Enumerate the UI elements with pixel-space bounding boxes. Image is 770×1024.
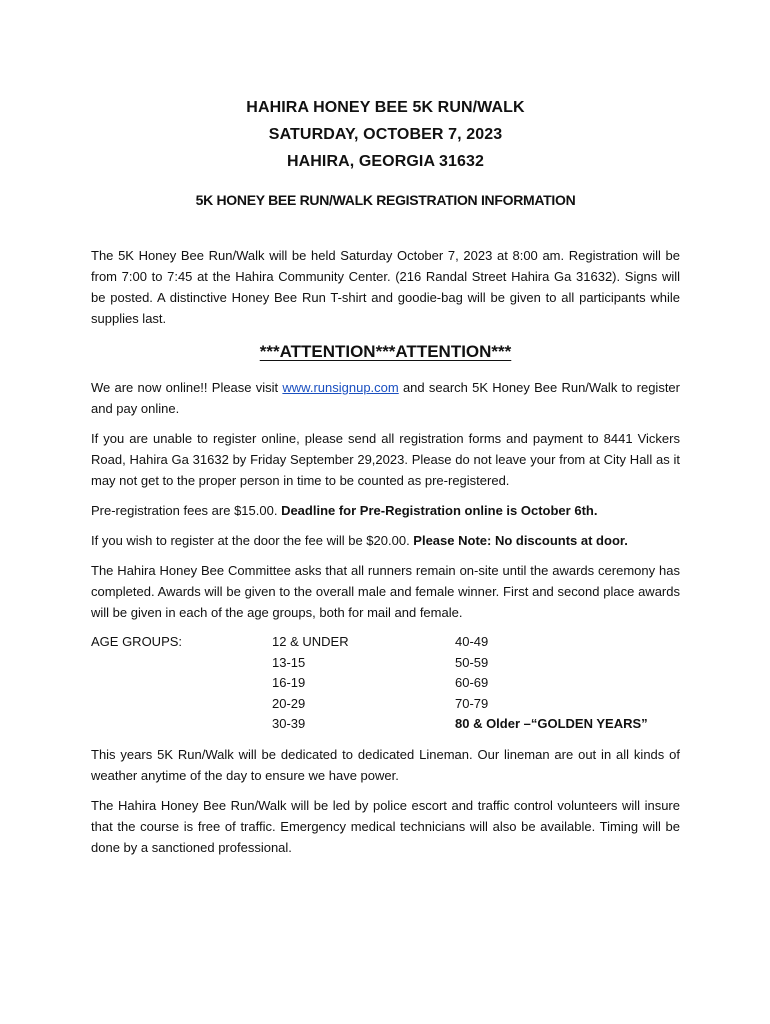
event-title: HAHIRA HONEY BEE 5K RUN/WALK	[246, 99, 525, 116]
safety-paragraph: The Hahira Honey Bee Run/Walk will be led by police escort and traffic control volunteers will insure that the course is free of traffic. Emergency medical technicians will also be available. Timing will be done by a sanctioned professional.	[91, 797, 680, 855]
age-groups-label-col	[91, 632, 272, 735]
age-group-item: 13-15	[272, 654, 306, 670]
awards-paragraph: The Hahira Honey Bee Committee asks that all runners remain on-site until the awards ceremony has completed. Awards will be given to the overall male and female winner. First and second place awards will be given in each of the age groups, both for mail and female.	[91, 563, 680, 620]
prereg-text: Pre-registration fees are $15.00.	[91, 503, 282, 518]
door-text: If you wish to register at the door the fee will be $20.00.	[91, 533, 414, 548]
event-date: SATURDAY, OCTOBER 7, 2023	[268, 126, 503, 143]
prereg-deadline: Deadline for Pre-Registration online is October 6th.	[281, 503, 598, 518]
age-groups-col-2	[455, 632, 680, 735]
door-note: Please Note: No discounts at door.	[413, 533, 628, 548]
age-group-item: 12 & UNDER	[272, 634, 349, 649]
prereg-paragraph	[91, 500, 680, 521]
online-paragraph	[91, 377, 680, 419]
age-group-item: 60-69	[455, 675, 489, 690]
online-text-after: and search 5K Honey Bee Run/Walk to register and pay online.	[91, 380, 680, 416]
age-groups-label: AGE GROUPS:	[91, 634, 183, 649]
attention-heading: ***ATTENTION***ATTENTION***	[259, 342, 512, 361]
event-location: HAHIRA, GEORGIA 31632	[286, 153, 485, 170]
age-groups-col-1	[272, 632, 455, 735]
age-group-item: 70-79	[455, 695, 489, 711]
age-groups-table	[91, 632, 680, 735]
registration-subtitle: 5K HONEY BEE RUN/WALK REGISTRATION INFORMATION	[195, 192, 576, 208]
intro-paragraph: The 5K Honey Bee Run/Walk will be held Saturday October 7, 2023 at 8:00 am. Registration will be from 7:00 to 7:45 at the Hahira Community Center. (216 Randal Street Hahira Ga 31632). Signs will be posted. A distinctive Honey Bee Run T-shirt and goodie-bag will be given to all participants while supplies last.	[91, 248, 680, 326]
age-group-item: 40-49	[455, 634, 489, 649]
online-text-before: We are now online!! Please visit	[91, 380, 283, 395]
age-group-item: 16-19	[272, 675, 306, 690]
age-group-item: 30-39	[272, 716, 306, 731]
runsignup-link[interactable]: www.runsignup.com	[282, 380, 399, 395]
age-group-item: 50-59	[455, 654, 489, 670]
mail-paragraph: If you are unable to register online, please send all registration forms and payment to 8441 Vickers Road, Hahira Ga 31632 by Friday September 29,2023. Please do not leave your from at City Hall as it may not get to the proper person in time to be counted as pre-registered.	[91, 431, 680, 488]
door-paragraph	[91, 530, 680, 551]
age-group-item: 20-29	[272, 695, 306, 711]
age-group-golden-years: 80 & Older –“GOLDEN YEARS”	[455, 716, 648, 731]
dedication-paragraph: This years 5K Run/Walk will be dedicated to dedicated Lineman. Our lineman are out in all kinds of weather anytime of the day to ensure we have power.	[91, 746, 680, 783]
